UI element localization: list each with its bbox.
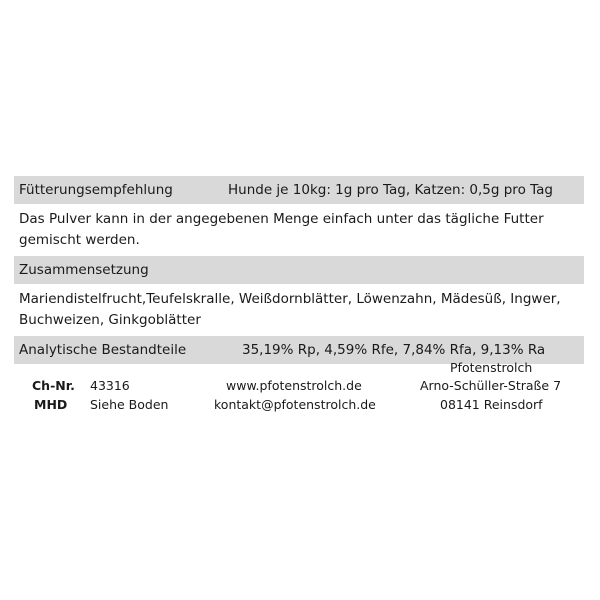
feeding-recommendation-value: Hunde je 10kg: 1g pro Tag, Katzen: 0,5g pro Tag bbox=[228, 182, 553, 198]
composition-ingredients-text: Mariendistelfrucht,Teufelskralle, Weißdornblätter, Löwenzahn, Mädesüß, Ingwer, Buchweizen, Ginkgoblätter bbox=[19, 291, 561, 328]
batch-number-label: Ch-Nr. bbox=[32, 378, 75, 393]
label-footer bbox=[14, 360, 584, 426]
feeding-recommendation-row bbox=[14, 176, 584, 204]
email-link[interactable]: kontakt@pfotenstrolch.de bbox=[214, 397, 376, 412]
feeding-note-text: Das Pulver kann in der angegebenen Menge einfach unter das tägliche Futter gemischt werden. bbox=[19, 211, 544, 248]
product-label-sheet bbox=[14, 176, 584, 426]
composition-row bbox=[14, 256, 584, 284]
company-street: Arno-Schüller-Straße 7 bbox=[420, 378, 562, 393]
composition-label: Zusammensetzung bbox=[19, 262, 149, 278]
company-name: Pfotenstrolch bbox=[450, 360, 533, 375]
batch-number-value: 43316 bbox=[90, 378, 130, 393]
analytical-constituents-value: 35,19% Rp, 4,59% Rfe, 7,84% Rfa, 9,13% Ra bbox=[242, 342, 546, 358]
website-link[interactable]: www.pfotenstrolch.de bbox=[226, 378, 362, 393]
company-city: 08141 Reinsdorf bbox=[440, 397, 543, 412]
analytical-constituents-label: Analytische Bestandteile bbox=[19, 342, 187, 358]
feeding-recommendation-label: Fütterungsempfehlung bbox=[19, 182, 173, 198]
best-before-value: Siehe Boden bbox=[90, 397, 169, 412]
best-before-label: MHD bbox=[34, 397, 68, 412]
